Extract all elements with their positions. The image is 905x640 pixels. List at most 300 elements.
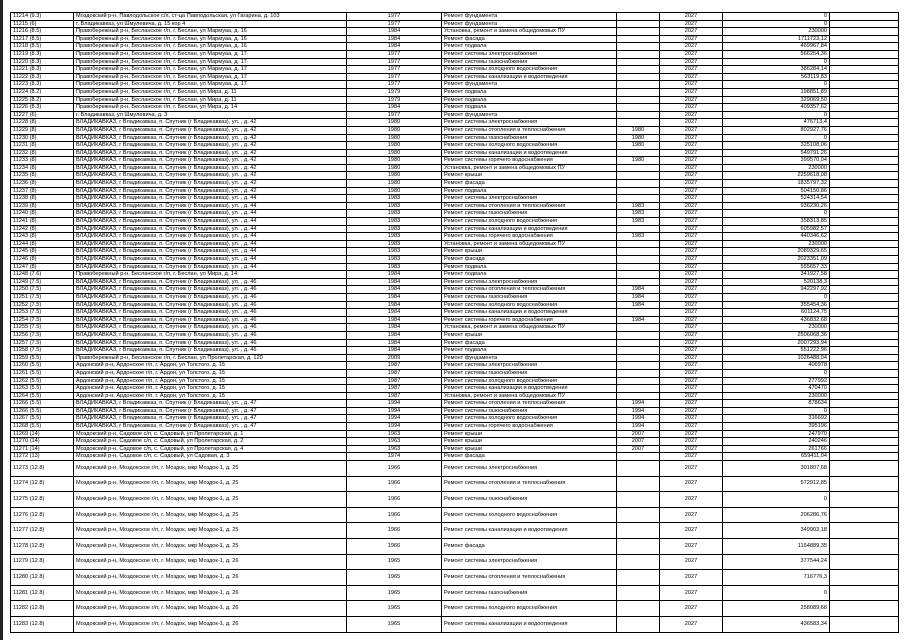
- address-cell: Моздокский р-н, Моздокское г/п, г. Моздок, мкр Моздок-1, д. 26: [74, 570, 347, 586]
- work-type-cell: Ремонт подвала: [442, 187, 617, 195]
- last-repair-year-cell: [617, 331, 660, 339]
- scan-left-edge: [0, 0, 3, 640]
- work-type-cell: Ремонт системы газоснабжения: [442, 58, 617, 66]
- blank-cell: [830, 362, 899, 370]
- address-cell: Ардонский р-н, Ардонское г/п, г. Ардон, ул Толстого, д. 15: [74, 377, 347, 385]
- blank-cell: [830, 50, 899, 58]
- build-year-cell: 1980: [347, 172, 442, 180]
- table-row: [11, 28, 899, 36]
- cost-cell: 0: [723, 407, 830, 415]
- blank-cell: [830, 309, 899, 317]
- work-type-cell: Ремонт подвала: [442, 43, 617, 51]
- work-type-cell: Ремонт системы холодного водоснабжения: [442, 218, 617, 226]
- cost-cell: 551222,96: [723, 347, 830, 355]
- address-cell: Моздокский р-н, Моздокское г/п, г. Моздок, мкр Моздок-1, д. 26: [74, 616, 347, 632]
- table-row: [11, 271, 899, 279]
- last-repair-year-cell: 1994: [617, 400, 660, 408]
- row-number-cell: 11223 (8.3): [11, 81, 74, 89]
- build-year-cell: 1977: [347, 58, 442, 66]
- row-number-cell: 11271 (14): [11, 445, 74, 453]
- cost-cell: 261766: [723, 445, 830, 453]
- address-cell: ВЛАДИКАВКАЗ, г Владикавказ, п. Спутник (г Владикавказ), ул. , д. 46: [74, 301, 347, 309]
- last-repair-year-cell: 1983: [617, 210, 660, 218]
- address-cell: Ардонский р-н, Ардонское г/п, г. Ардон, ул Толстого, д. 15: [74, 362, 347, 370]
- cost-cell: 0: [723, 492, 830, 508]
- table-row: [11, 134, 899, 142]
- work-type-cell: Ремонт системы отопления и теплоснабжения: [442, 400, 617, 408]
- planned-year-cell: 2027: [660, 492, 723, 508]
- blank-cell: [830, 492, 899, 508]
- row-number-cell: 11258 (7.5): [11, 347, 74, 355]
- address-cell: ВЛАДИКАВКАЗ, г Владикавказ, п. Спутник (г Владикавказ), ул. , д. 46: [74, 331, 347, 339]
- work-type-cell: Ремонт системы отопления и теплоснабжения: [442, 476, 617, 492]
- work-type-cell: Ремонт системы электроснабжения: [442, 554, 617, 570]
- table-row: [11, 142, 899, 150]
- work-type-cell: Ремонт фундамента: [442, 81, 617, 89]
- cost-cell: 0: [723, 81, 830, 89]
- row-number-cell: 11219 (8.3): [11, 50, 74, 58]
- build-year-cell: 1980: [347, 149, 442, 157]
- build-year-cell: 1984: [347, 339, 442, 347]
- build-year-cell: 1980: [347, 126, 442, 134]
- address-cell: Ардонский р-н, Ардонское г/п, г. Ардон, ул Толстого, д. 15: [74, 392, 347, 400]
- cost-cell: 0: [723, 134, 830, 142]
- work-type-cell: Установка, ремонт и замена общедомовых ПУ: [442, 240, 617, 248]
- build-year-cell: 1987: [347, 392, 442, 400]
- cost-cell: 206286,76: [723, 507, 830, 523]
- cost-cell: 520138,3: [723, 278, 830, 286]
- cost-cell: 349903,18: [723, 523, 830, 539]
- last-repair-year-cell: [617, 104, 660, 112]
- work-type-cell: Ремонт подвала: [442, 263, 617, 271]
- last-repair-year-cell: [617, 362, 660, 370]
- blank-cell: [830, 331, 899, 339]
- build-year-cell: 1977: [347, 13, 442, 21]
- work-type-cell: Ремонт фасада: [442, 256, 617, 264]
- build-year-cell: 1983: [347, 248, 442, 256]
- row-number-cell: 11226 (8.3): [11, 104, 74, 112]
- last-repair-year-cell: 1984: [617, 316, 660, 324]
- planned-year-cell: 2027: [660, 35, 723, 43]
- planned-year-cell: 2027: [660, 453, 723, 461]
- last-repair-year-cell: [617, 385, 660, 393]
- build-year-cell: 1963: [347, 430, 442, 438]
- address-cell: ВЛАДИКАВКАЗ, г Владикавказ, п. Спутник (г Владикавказ), ул. , д. 46: [74, 347, 347, 355]
- blank-cell: [830, 554, 899, 570]
- planned-year-cell: 2027: [660, 407, 723, 415]
- table-row: [11, 187, 899, 195]
- row-number-cell: 11277 (12.8): [11, 523, 74, 539]
- build-year-cell: 1980: [347, 157, 442, 165]
- row-number-cell: 11248 (7.6): [11, 271, 74, 279]
- last-repair-year-cell: 1980: [617, 134, 660, 142]
- planned-year-cell: 2027: [660, 362, 723, 370]
- cost-cell: 377544,24: [723, 554, 830, 570]
- row-number-cell: 11252 (7.5): [11, 301, 74, 309]
- build-year-cell: 1984: [347, 309, 442, 317]
- table-row: [11, 453, 899, 461]
- address-cell: Моздокский р-н, Моздокское г/п, г. Моздок, мкр Моздок-1, д. 26: [74, 601, 347, 617]
- table-row: [11, 347, 899, 355]
- cost-cell: 258089,68: [723, 601, 830, 617]
- work-type-cell: Ремонт системы канализации и водоотведения: [442, 73, 617, 81]
- address-cell: ВЛАДИКАВКАЗ, г Владикавказ, п. Спутник (г Владикавказ), ул. , д. 42: [74, 180, 347, 188]
- work-type-cell: Ремонт системы холодного водоснабжения: [442, 507, 617, 523]
- planned-year-cell: 2027: [660, 316, 723, 324]
- cost-cell: 524314,54: [723, 195, 830, 203]
- work-type-cell: Ремонт фасада: [442, 35, 617, 43]
- row-number-cell: 11266 (5.5): [11, 407, 74, 415]
- work-type-cell: Ремонт крыши: [442, 248, 617, 256]
- work-type-cell: Ремонт крыши: [442, 445, 617, 453]
- blank-cell: [830, 601, 899, 617]
- build-year-cell: 1983: [347, 256, 442, 264]
- row-number-cell: 11247 (8): [11, 263, 74, 271]
- blank-cell: [830, 240, 899, 248]
- address-cell: ВЛАДИКАВКАЗ, г Владикавказ, п. Спутник (г Владикавказ), ул. , д. 44: [74, 263, 347, 271]
- table-row: [11, 362, 899, 370]
- row-number-cell: 11224 (8.2): [11, 88, 74, 96]
- row-number-cell: 11225 (8.2): [11, 96, 74, 104]
- last-repair-year-cell: [617, 453, 660, 461]
- work-type-cell: Ремонт системы канализации и водоотведения: [442, 309, 617, 317]
- blank-cell: [830, 248, 899, 256]
- address-cell: Правобережный р-н, Бесланское г/п, г. Беслан, ул Мармуаа, д. 17: [74, 81, 347, 89]
- planned-year-cell: 2027: [660, 126, 723, 134]
- build-year-cell: 1984: [347, 278, 442, 286]
- cost-cell: 2007293,94: [723, 339, 830, 347]
- row-number-cell: 11254 (7.5): [11, 316, 74, 324]
- work-type-cell: Ремонт системы отопления и теплоснабжения: [442, 202, 617, 210]
- work-type-cell: Ремонт системы холодного водоснабжения: [442, 377, 617, 385]
- row-number-cell: 11243 (8): [11, 233, 74, 241]
- last-repair-year-cell: [617, 256, 660, 264]
- blank-cell: [830, 324, 899, 332]
- row-number-cell: 11255 (7.5): [11, 324, 74, 332]
- row-number-cell: 11227 (6): [11, 111, 74, 119]
- table-row: [11, 13, 899, 21]
- cost-cell: 325108,06: [723, 142, 830, 150]
- planned-year-cell: 2027: [660, 324, 723, 332]
- address-cell: ВЛАДИКАВКАЗ, г Владикавказ, п. Спутник (г Владикавказ), ул. , д. 42: [74, 126, 347, 134]
- work-type-cell: Ремонт фасада: [442, 180, 617, 188]
- blank-cell: [830, 187, 899, 195]
- address-cell: Правобережный р-н, Бесланское г/п, г. Беслан, ул Мармуаа, д. 17: [74, 58, 347, 66]
- build-year-cell: 1987: [347, 369, 442, 377]
- blank-cell: [830, 111, 899, 119]
- address-cell: Правобережный р-н, Бесланское г/п, г. Беслан, ул Мармуаа, д. 17: [74, 50, 347, 58]
- planned-year-cell: 2027: [660, 142, 723, 150]
- address-cell: ВЛАДИКАВКАЗ, г Владикавказ, п. Спутник (г Владикавказ), ул. , д. 46: [74, 309, 347, 317]
- build-year-cell: 1980: [347, 134, 442, 142]
- address-cell: Правобережный р-н, Бесланское г/п, г. Беслан, ул Мира, д. 11: [74, 96, 347, 104]
- address-cell: Моздокский р-н, Моздокское г/п, г. Моздок, мкр Моздок-1, д. 25: [74, 523, 347, 539]
- build-year-cell: 1977: [347, 20, 442, 28]
- address-cell: Моздокский р-н, Моздокское г/п, г. Моздок, мкр Моздок-1, д. 25: [74, 507, 347, 523]
- table-row: [11, 339, 899, 347]
- last-repair-year-cell: 1983: [617, 233, 660, 241]
- cost-cell: 2089329,65: [723, 248, 830, 256]
- last-repair-year-cell: 2007: [617, 445, 660, 453]
- build-year-cell: 1983: [347, 225, 442, 233]
- last-repair-year-cell: [617, 554, 660, 570]
- last-repair-year-cell: [617, 585, 660, 601]
- build-year-cell: 1966: [347, 461, 442, 477]
- table-row: [11, 256, 899, 264]
- address-cell: ВЛАДИКАВКАЗ, г Владикавказ, п. Спутник (г Владикавказ), ул. , д. 42: [74, 119, 347, 127]
- last-repair-year-cell: [617, 507, 660, 523]
- work-type-cell: Ремонт фундамента: [442, 20, 617, 28]
- cost-cell: 395196: [723, 423, 830, 431]
- last-repair-year-cell: [617, 248, 660, 256]
- row-number-cell: 11236 (8): [11, 180, 74, 188]
- blank-cell: [830, 539, 899, 555]
- planned-year-cell: 2027: [660, 331, 723, 339]
- cost-cell: 601124,75: [723, 309, 830, 317]
- planned-year-cell: 2027: [660, 195, 723, 203]
- address-cell: ВЛАДИКАВКАЗ, г Владикавказ, п. Спутник (г Владикавказ), ул. , д. 46: [74, 286, 347, 294]
- planned-year-cell: 2027: [660, 523, 723, 539]
- row-number-cell: 11273 (12.8): [11, 461, 74, 477]
- work-type-cell: Ремонт системы канализации и водоотведения: [442, 149, 617, 157]
- build-year-cell: 1980: [347, 187, 442, 195]
- cost-cell: 942297,92: [723, 286, 830, 294]
- last-repair-year-cell: [617, 377, 660, 385]
- table-row: [11, 172, 899, 180]
- cost-cell: 716776,3: [723, 570, 830, 586]
- blank-cell: [830, 347, 899, 355]
- address-cell: ВЛАДИКАВКАЗ, г Владикавказ, п. Спутник (г Владикавказ), ул. , д. 47: [74, 400, 347, 408]
- blank-cell: [830, 218, 899, 226]
- planned-year-cell: 2027: [660, 400, 723, 408]
- work-type-cell: Ремонт системы канализации и водоотведения: [442, 523, 617, 539]
- row-number-cell: 11218 (8.5): [11, 43, 74, 51]
- build-year-cell: 1984: [347, 347, 442, 355]
- table-row: [11, 309, 899, 317]
- work-type-cell: Ремонт системы газоснабжения: [442, 134, 617, 142]
- table-row: [11, 202, 899, 210]
- table-row: [11, 377, 899, 385]
- work-type-cell: Ремонт системы канализации и водоотведения: [442, 385, 617, 393]
- blank-cell: [830, 256, 899, 264]
- build-year-cell: 1984: [347, 293, 442, 301]
- blank-cell: [830, 81, 899, 89]
- planned-year-cell: 2027: [660, 392, 723, 400]
- cost-cell: 566254,36: [723, 50, 830, 58]
- planned-year-cell: 2027: [660, 554, 723, 570]
- table-row: [11, 225, 899, 233]
- work-type-cell: Ремонт крыши: [442, 331, 617, 339]
- planned-year-cell: 2027: [660, 278, 723, 286]
- table-row: [11, 240, 899, 248]
- work-type-cell: Ремонт крыши: [442, 172, 617, 180]
- blank-cell: [830, 210, 899, 218]
- last-repair-year-cell: [617, 43, 660, 51]
- last-repair-year-cell: [617, 66, 660, 74]
- work-type-cell: Ремонт подвала: [442, 96, 617, 104]
- planned-year-cell: 2027: [660, 271, 723, 279]
- cost-cell: 549791,26: [723, 149, 830, 157]
- work-type-cell: Ремонт подвала: [442, 347, 617, 355]
- address-cell: ВЛАДИКАВКАЗ, г Владикавказ, п. Спутник (г Владикавказ), ул. , д. 42: [74, 142, 347, 150]
- work-type-cell: Ремонт системы горячего водоснабжения: [442, 233, 617, 241]
- row-number-cell: 11272 (13): [11, 453, 74, 461]
- planned-year-cell: 2027: [660, 385, 723, 393]
- address-cell: Моздокский р-н, Садовое с/п, с. Садовый, ул Пролетарская, д. 2: [74, 438, 347, 446]
- planned-year-cell: 2027: [660, 164, 723, 172]
- work-type-cell: Ремонт подвала: [442, 271, 617, 279]
- work-type-cell: Ремонт фундамента: [442, 354, 617, 362]
- last-repair-year-cell: 1983: [617, 218, 660, 226]
- build-year-cell: 1983: [347, 195, 442, 203]
- row-number-cell: 11267 (5.5): [11, 415, 74, 423]
- last-repair-year-cell: [617, 616, 660, 632]
- row-number-cell: 11232 (8): [11, 149, 74, 157]
- blank-cell: [830, 445, 899, 453]
- last-repair-year-cell: [617, 119, 660, 127]
- cost-cell: 230000: [723, 28, 830, 36]
- table-body: [11, 13, 899, 633]
- address-cell: Правобережный р-н, Бесланское г/п, г. Беслан, ул Мира, д. 11: [74, 88, 347, 96]
- blank-cell: [830, 126, 899, 134]
- work-type-cell: Ремонт системы холодного водоснабжения: [442, 66, 617, 74]
- planned-year-cell: 2027: [660, 20, 723, 28]
- row-number-cell: 11231 (8): [11, 142, 74, 150]
- blank-cell: [830, 377, 899, 385]
- table-row: [11, 35, 899, 43]
- last-repair-year-cell: [617, 539, 660, 555]
- address-cell: Правобережный р-н, Бесланское г/п, г. Беслан, ул Пролетарская, д. 120: [74, 354, 347, 362]
- planned-year-cell: 2027: [660, 507, 723, 523]
- build-year-cell: 1965: [347, 616, 442, 632]
- address-cell: ВЛАДИКАВКАЗ, г Владикавказ, п. Спутник (г Владикавказ), ул. , д. 47: [74, 423, 347, 431]
- planned-year-cell: 2027: [660, 263, 723, 271]
- planned-year-cell: 2027: [660, 339, 723, 347]
- last-repair-year-cell: 1983: [617, 202, 660, 210]
- row-number-cell: 11244 (8): [11, 240, 74, 248]
- cost-cell: 358313,85: [723, 218, 830, 226]
- planned-year-cell: 2027: [660, 28, 723, 36]
- address-cell: Моздокский р-н, Моздокское г/п, г. Моздок, мкр Моздок-1, д. 26: [74, 585, 347, 601]
- address-cell: г. Владикавказ, ул Шмулевича, д. 3: [74, 111, 347, 119]
- address-cell: ВЛАДИКАВКАЗ, г Владикавказ, п. Спутник (г Владикавказ), ул. , д. 42: [74, 164, 347, 172]
- table-row: [11, 523, 899, 539]
- repair-program-table: [10, 12, 899, 633]
- address-cell: Ардонский р-н, Ардонское г/п, г. Ардон, ул Толстого, д. 15: [74, 385, 347, 393]
- address-cell: Правобережный р-н, Бесланское г/п, г. Беслан, ул Мармуаа, д. 17: [74, 73, 347, 81]
- planned-year-cell: 2027: [660, 157, 723, 165]
- work-type-cell: Ремонт системы газоснабжения: [442, 492, 617, 508]
- planned-year-cell: 2027: [660, 88, 723, 96]
- last-repair-year-cell: 2007: [617, 438, 660, 446]
- row-number-cell: 11216 (8.5): [11, 28, 74, 36]
- last-repair-year-cell: [617, 570, 660, 586]
- work-type-cell: Ремонт системы газоснабжения: [442, 210, 617, 218]
- row-number-cell: 11253 (7.5): [11, 309, 74, 317]
- build-year-cell: 1966: [347, 507, 442, 523]
- planned-year-cell: 2027: [660, 172, 723, 180]
- table-row: [11, 119, 899, 127]
- address-cell: Моздокский р-н, Павлодольское с/п, ст-ца Павлодольская, ул Гагарина, д. 103: [74, 13, 347, 21]
- work-type-cell: Ремонт системы электроснабжения: [442, 461, 617, 477]
- table-row: [11, 293, 899, 301]
- row-number-cell: 11221 (8.3): [11, 66, 74, 74]
- table-row: [11, 66, 899, 74]
- work-type-cell: Ремонт системы газоснабжения: [442, 585, 617, 601]
- blank-cell: [830, 286, 899, 294]
- last-repair-year-cell: 1980: [617, 142, 660, 150]
- build-year-cell: 1980: [347, 180, 442, 188]
- last-repair-year-cell: 1994: [617, 423, 660, 431]
- address-cell: ВЛАДИКАВКАЗ, г Владикавказ, п. Спутник (г Владикавказ), ул. , д. 46: [74, 324, 347, 332]
- planned-year-cell: 2027: [660, 476, 723, 492]
- build-year-cell: 1980: [347, 119, 442, 127]
- row-number-cell: 11245 (8): [11, 248, 74, 256]
- blank-cell: [830, 157, 899, 165]
- build-year-cell: 1994: [347, 400, 442, 408]
- cost-cell: 659411,04: [723, 453, 830, 461]
- planned-year-cell: 2027: [660, 585, 723, 601]
- blank-cell: [830, 616, 899, 632]
- address-cell: ВЛАДИКАВКАЗ, г Владикавказ, п. Спутник (г Владикавказ), ул. , д. 46: [74, 339, 347, 347]
- cost-cell: 555657,33: [723, 263, 830, 271]
- blank-cell: [830, 476, 899, 492]
- last-repair-year-cell: [617, 240, 660, 248]
- cost-cell: 230000: [723, 240, 830, 248]
- planned-year-cell: 2027: [660, 66, 723, 74]
- last-repair-year-cell: 1994: [617, 415, 660, 423]
- work-type-cell: Ремонт системы холодного водоснабжения: [442, 415, 617, 423]
- cost-cell: 230000: [723, 164, 830, 172]
- build-year-cell: 1984: [347, 28, 442, 36]
- last-repair-year-cell: [617, 96, 660, 104]
- row-number-cell: 11269 (14): [11, 430, 74, 438]
- build-year-cell: 1980: [347, 164, 442, 172]
- row-number-cell: 11264 (5.5): [11, 392, 74, 400]
- row-number-cell: 11256 (7.5): [11, 331, 74, 339]
- planned-year-cell: 2027: [660, 415, 723, 423]
- planned-year-cell: 2027: [660, 369, 723, 377]
- table-row: [11, 423, 899, 431]
- last-repair-year-cell: [617, 35, 660, 43]
- address-cell: ВЛАДИКАВКАЗ, г Владикавказ, п. Спутник (г Владикавказ), ул. , д. 44: [74, 233, 347, 241]
- table-row: [11, 73, 899, 81]
- cost-cell: 409357,62: [723, 104, 830, 112]
- last-repair-year-cell: [617, 225, 660, 233]
- cost-cell: 0: [723, 210, 830, 218]
- planned-year-cell: 2027: [660, 202, 723, 210]
- row-number-cell: 11257 (7.5): [11, 339, 74, 347]
- last-repair-year-cell: [617, 149, 660, 157]
- planned-year-cell: 2027: [660, 96, 723, 104]
- row-number-cell: 11259 (5.5): [11, 354, 74, 362]
- work-type-cell: Установка, ремонт и замена общедомовых ПУ: [442, 28, 617, 36]
- address-cell: ВЛАДИКАВКАЗ, г Владикавказ, п. Спутник (г Владикавказ), ул. , д. 44: [74, 248, 347, 256]
- row-number-cell: 11263 (5.5): [11, 385, 74, 393]
- cost-cell: 230000: [723, 324, 830, 332]
- row-number-cell: 11278 (12.8): [11, 539, 74, 555]
- address-cell: ВЛАДИКАВКАЗ, г Владикавказ, п. Спутник (г Владикавказ), ул. , д. 44: [74, 240, 347, 248]
- work-type-cell: Ремонт системы отопления и теплоснабжения: [442, 286, 617, 294]
- blank-cell: [830, 119, 899, 127]
- table-row: [11, 88, 899, 96]
- row-number-cell: 11261 (5.5): [11, 369, 74, 377]
- cost-cell: 355454,36: [723, 301, 830, 309]
- cost-cell: 198851,89: [723, 88, 830, 96]
- row-number-cell: 11270 (14): [11, 438, 74, 446]
- table-row: [11, 492, 899, 508]
- blank-cell: [830, 278, 899, 286]
